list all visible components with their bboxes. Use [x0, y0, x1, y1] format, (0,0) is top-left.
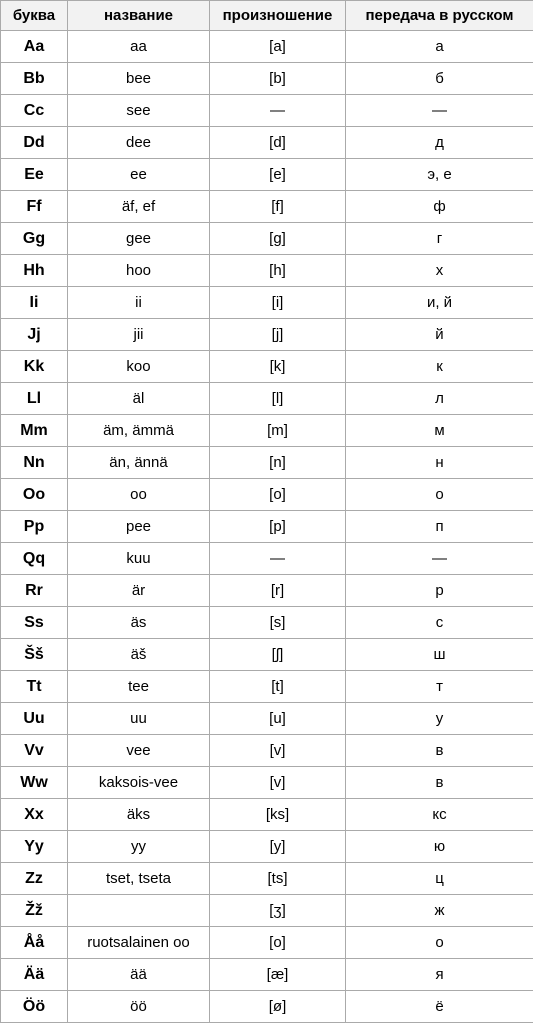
name-cell: äš [68, 639, 210, 671]
letter-cell: Öö [1, 991, 68, 1023]
name-cell: ee [68, 159, 210, 191]
name-cell: äf, ef [68, 191, 210, 223]
letter-cell: Ss [1, 607, 68, 639]
russian-cell: — [346, 543, 533, 575]
pronunciation-cell: [o] [210, 927, 346, 959]
name-cell: tee [68, 671, 210, 703]
name-cell: aa [68, 31, 210, 63]
pronunciation-cell: — [210, 95, 346, 127]
pronunciation-cell: [p] [210, 511, 346, 543]
table-row [1, 799, 533, 831]
table-row [1, 767, 533, 799]
table-row [1, 383, 533, 415]
name-cell: öö [68, 991, 210, 1023]
letter-cell: Jj [1, 319, 68, 351]
name-cell: ruotsalainen oo [68, 927, 210, 959]
russian-cell: в [346, 735, 533, 767]
pronunciation-cell: [g] [210, 223, 346, 255]
russian-cell: ю [346, 831, 533, 863]
header-letter: буква [1, 1, 68, 31]
letter-cell: Dd [1, 127, 68, 159]
table-body [1, 31, 533, 1023]
russian-cell: у [346, 703, 533, 735]
pronunciation-cell: [m] [210, 415, 346, 447]
table-row [1, 575, 533, 607]
pronunciation-cell: [s] [210, 607, 346, 639]
table-row [1, 607, 533, 639]
letter-cell: Aa [1, 31, 68, 63]
letter-cell: Åå [1, 927, 68, 959]
pronunciation-cell: [f] [210, 191, 346, 223]
russian-cell: в [346, 767, 533, 799]
letter-cell: Ww [1, 767, 68, 799]
table-row [1, 95, 533, 127]
table-row [1, 63, 533, 95]
pronunciation-cell: — [210, 543, 346, 575]
name-cell: uu [68, 703, 210, 735]
table-row [1, 863, 533, 895]
pronunciation-cell: [e] [210, 159, 346, 191]
russian-cell: — [346, 95, 533, 127]
letter-cell: Uu [1, 703, 68, 735]
name-cell: är [68, 575, 210, 607]
table-row [1, 191, 533, 223]
pronunciation-cell: [ø] [210, 991, 346, 1023]
russian-cell: ё [346, 991, 533, 1023]
letter-cell: Rr [1, 575, 68, 607]
pronunciation-cell: [o] [210, 479, 346, 511]
letter-cell: Nn [1, 447, 68, 479]
pronunciation-cell: [y] [210, 831, 346, 863]
table-row [1, 351, 533, 383]
name-cell: jii [68, 319, 210, 351]
russian-cell: и, й [346, 287, 533, 319]
russian-cell: кс [346, 799, 533, 831]
pronunciation-cell: [u] [210, 703, 346, 735]
letter-cell: Vv [1, 735, 68, 767]
name-cell: kaksois-vee [68, 767, 210, 799]
table-row [1, 543, 533, 575]
header-name: название [68, 1, 210, 31]
letter-cell: Ll [1, 383, 68, 415]
name-cell: ii [68, 287, 210, 319]
letter-cell: Hh [1, 255, 68, 287]
name-cell: vee [68, 735, 210, 767]
table-row [1, 319, 533, 351]
russian-cell: о [346, 927, 533, 959]
russian-cell: л [346, 383, 533, 415]
letter-cell: Oo [1, 479, 68, 511]
pronunciation-cell: [ks] [210, 799, 346, 831]
name-cell: äm, ämmä [68, 415, 210, 447]
table-row [1, 447, 533, 479]
table-row [1, 735, 533, 767]
pronunciation-cell: [h] [210, 255, 346, 287]
letter-cell: Ii [1, 287, 68, 319]
table-row [1, 31, 533, 63]
pronunciation-cell: [l] [210, 383, 346, 415]
table-row [1, 159, 533, 191]
pronunciation-cell: [v] [210, 735, 346, 767]
name-cell: oo [68, 479, 210, 511]
russian-cell: х [346, 255, 533, 287]
name-cell: see [68, 95, 210, 127]
pronunciation-cell: [ʃ] [210, 639, 346, 671]
pronunciation-cell: [b] [210, 63, 346, 95]
name-cell: yy [68, 831, 210, 863]
table-row [1, 127, 533, 159]
pronunciation-cell: [d] [210, 127, 346, 159]
name-cell: bee [68, 63, 210, 95]
letter-cell: Žž [1, 895, 68, 927]
name-cell: koo [68, 351, 210, 383]
name-cell: gee [68, 223, 210, 255]
name-cell: tset, tseta [68, 863, 210, 895]
russian-cell: с [346, 607, 533, 639]
russian-cell: н [346, 447, 533, 479]
table-row [1, 639, 533, 671]
letter-cell: Gg [1, 223, 68, 255]
letter-cell: Yy [1, 831, 68, 863]
pronunciation-cell: [t] [210, 671, 346, 703]
russian-cell: б [346, 63, 533, 95]
russian-cell: ж [346, 895, 533, 927]
pronunciation-cell: [ʒ] [210, 895, 346, 927]
name-cell: pee [68, 511, 210, 543]
table-row [1, 415, 533, 447]
russian-cell: ц [346, 863, 533, 895]
letter-cell: Šš [1, 639, 68, 671]
letter-cell: Tt [1, 671, 68, 703]
russian-cell: о [346, 479, 533, 511]
letter-cell: Bb [1, 63, 68, 95]
russian-cell: э, е [346, 159, 533, 191]
letter-cell: Pp [1, 511, 68, 543]
pronunciation-cell: [a] [210, 31, 346, 63]
russian-cell: а [346, 31, 533, 63]
name-cell: äks [68, 799, 210, 831]
table-row [1, 959, 533, 991]
table-row [1, 511, 533, 543]
pronunciation-cell: [v] [210, 767, 346, 799]
russian-cell: т [346, 671, 533, 703]
russian-cell: р [346, 575, 533, 607]
russian-cell: г [346, 223, 533, 255]
header-russian: передача в русском [346, 1, 533, 31]
table-row [1, 895, 533, 927]
table-row [1, 223, 533, 255]
name-cell: äs [68, 607, 210, 639]
name-cell: äl [68, 383, 210, 415]
letter-cell: Ff [1, 191, 68, 223]
letter-cell: Zz [1, 863, 68, 895]
header-row [1, 1, 533, 31]
table-row [1, 287, 533, 319]
pronunciation-cell: [æ] [210, 959, 346, 991]
table-row [1, 703, 533, 735]
russian-cell: д [346, 127, 533, 159]
table-row [1, 991, 533, 1023]
pronunciation-cell: [i] [210, 287, 346, 319]
table-row [1, 671, 533, 703]
pronunciation-cell: [ts] [210, 863, 346, 895]
pronunciation-cell: [k] [210, 351, 346, 383]
table-row [1, 927, 533, 959]
letter-cell: Xx [1, 799, 68, 831]
table-row [1, 255, 533, 287]
letter-cell: Ää [1, 959, 68, 991]
letter-cell: Mm [1, 415, 68, 447]
letter-cell: Ee [1, 159, 68, 191]
russian-cell: п [346, 511, 533, 543]
russian-cell: й [346, 319, 533, 351]
name-cell [68, 895, 210, 927]
name-cell: ää [68, 959, 210, 991]
russian-cell: ш [346, 639, 533, 671]
russian-cell: ф [346, 191, 533, 223]
table-row [1, 479, 533, 511]
russian-cell: к [346, 351, 533, 383]
name-cell: kuu [68, 543, 210, 575]
table-row [1, 831, 533, 863]
name-cell: dee [68, 127, 210, 159]
pronunciation-cell: [j] [210, 319, 346, 351]
letter-cell: Kk [1, 351, 68, 383]
pronunciation-cell: [n] [210, 447, 346, 479]
pronunciation-cell: [r] [210, 575, 346, 607]
russian-cell: м [346, 415, 533, 447]
russian-cell: я [346, 959, 533, 991]
header-pronunciation: произношение [210, 1, 346, 31]
letter-cell: Qq [1, 543, 68, 575]
letter-cell: Cc [1, 95, 68, 127]
name-cell: än, ännä [68, 447, 210, 479]
name-cell: hoo [68, 255, 210, 287]
